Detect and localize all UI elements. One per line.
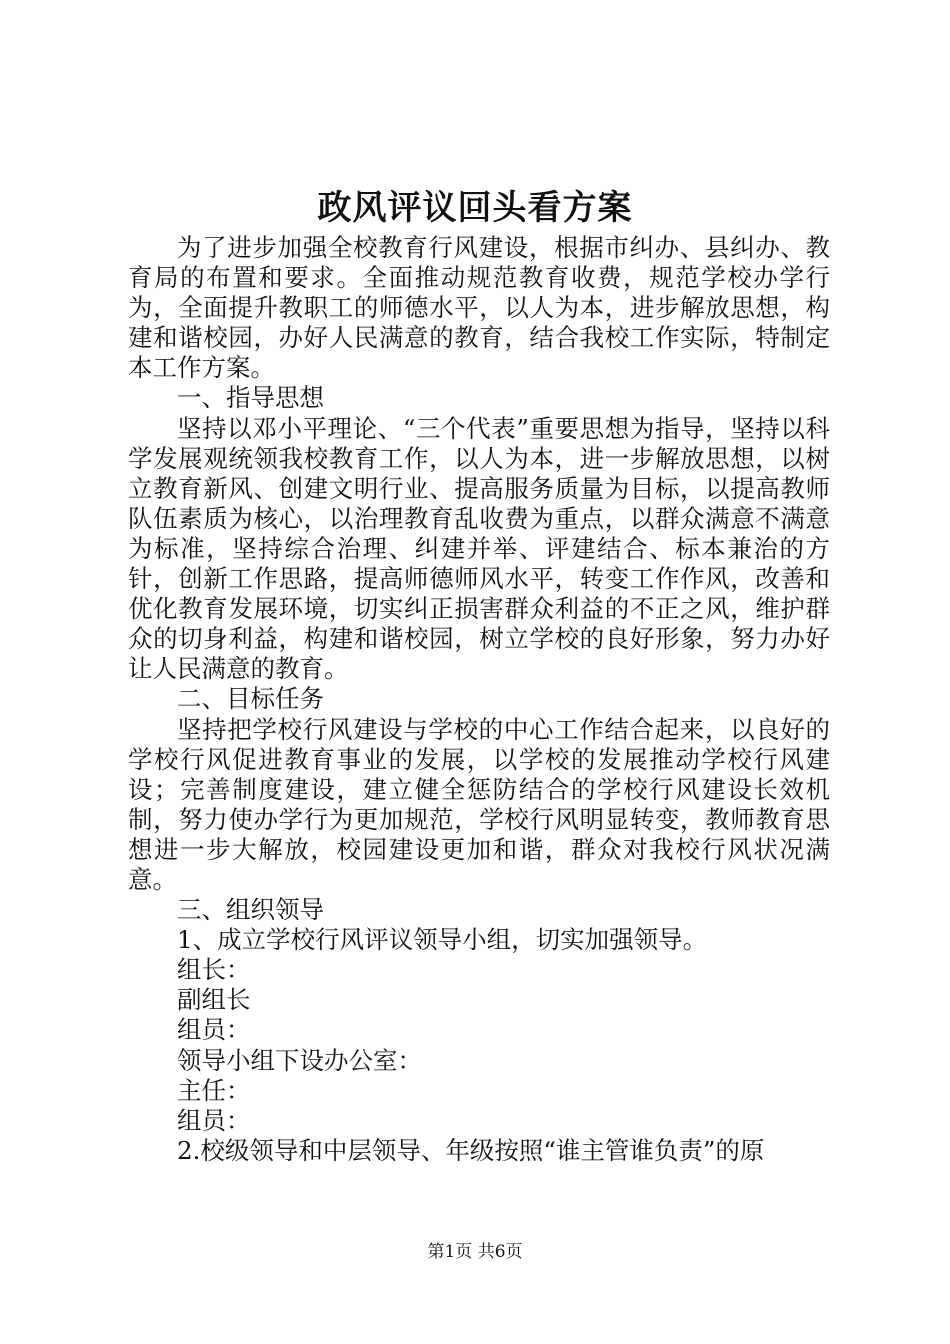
group-leader-line: 组长：: [177, 955, 251, 985]
director-line: 主任：: [177, 1075, 251, 1105]
document-title: 政风评议回头看方案: [317, 188, 633, 228]
section-heading-organization: 三、组织领导: [177, 895, 324, 925]
organization-item-1: 1、成立学校行风评议领导小组，切实加强领导。: [177, 925, 708, 955]
goals-paragraph: 坚持把学校行风建设与学校的中心工作结合起来，以良好的学校行风促进教育事业的发展，以学校的发展推动学校行风建设；完善制度建设，建立健全惩防结合的学校行风建设长效机制，努力使办学行为更加规范，学校行风明显转变，教师教育思想进一步大解放，校园建设更加和谐，群众对我校行风状况满意。: [128, 714, 830, 894]
section-heading-guiding-ideology: 一、指导思想: [177, 383, 324, 413]
document-body: [128, 233, 830, 1166]
guiding-ideology-paragraph: 坚持以邓小平理论、“三个代表”重要思想为指导，坚持以科学发展观统领我校教育工作，以人为本，进一步解放思想，以树立教育新风、创建文明行业、提高服务质量为目标，以提高教师队伍素质为核心，以治理教育乱收费为重点，以群众满意不满意为标准，坚持综合治理、纠建并举、评建结合、标本兼治的方针，创新工作思路，提高师德师风水平，转变工作作风，改善和优化教育发展环境，切实纠正损害群众利益的不正之风，维护群众的切身利益，构建和谐校园，树立学校的良好形象，努力办好让人民满意的教育。: [128, 413, 830, 684]
members-line: 组员：: [177, 1015, 251, 1045]
organization-item-2: 2.校级领导和中层领导、年级按照“谁主管谁负责”的原: [177, 1135, 765, 1165]
page-number-footer: 第1页 共6页: [427, 1242, 523, 1262]
office-members-line: 组员：: [177, 1105, 251, 1135]
office-line: 领导小组下设办公室：: [177, 1045, 422, 1075]
section-heading-goals: 二、目标任务: [177, 684, 324, 714]
intro-paragraph: 为了进步加强全校教育行风建设，根据市纠办、县纠办、教育局的布置和要求。全面推动规范教育收费，规范学校办学行为，全面提升教职工的师德水平，以人为本，进步解放思想，构建和谐校园，办好人民满意的教育，结合我校工作实际，特制定本工作方案。: [128, 233, 830, 383]
deputy-leader-line: 副组长: [177, 985, 251, 1015]
